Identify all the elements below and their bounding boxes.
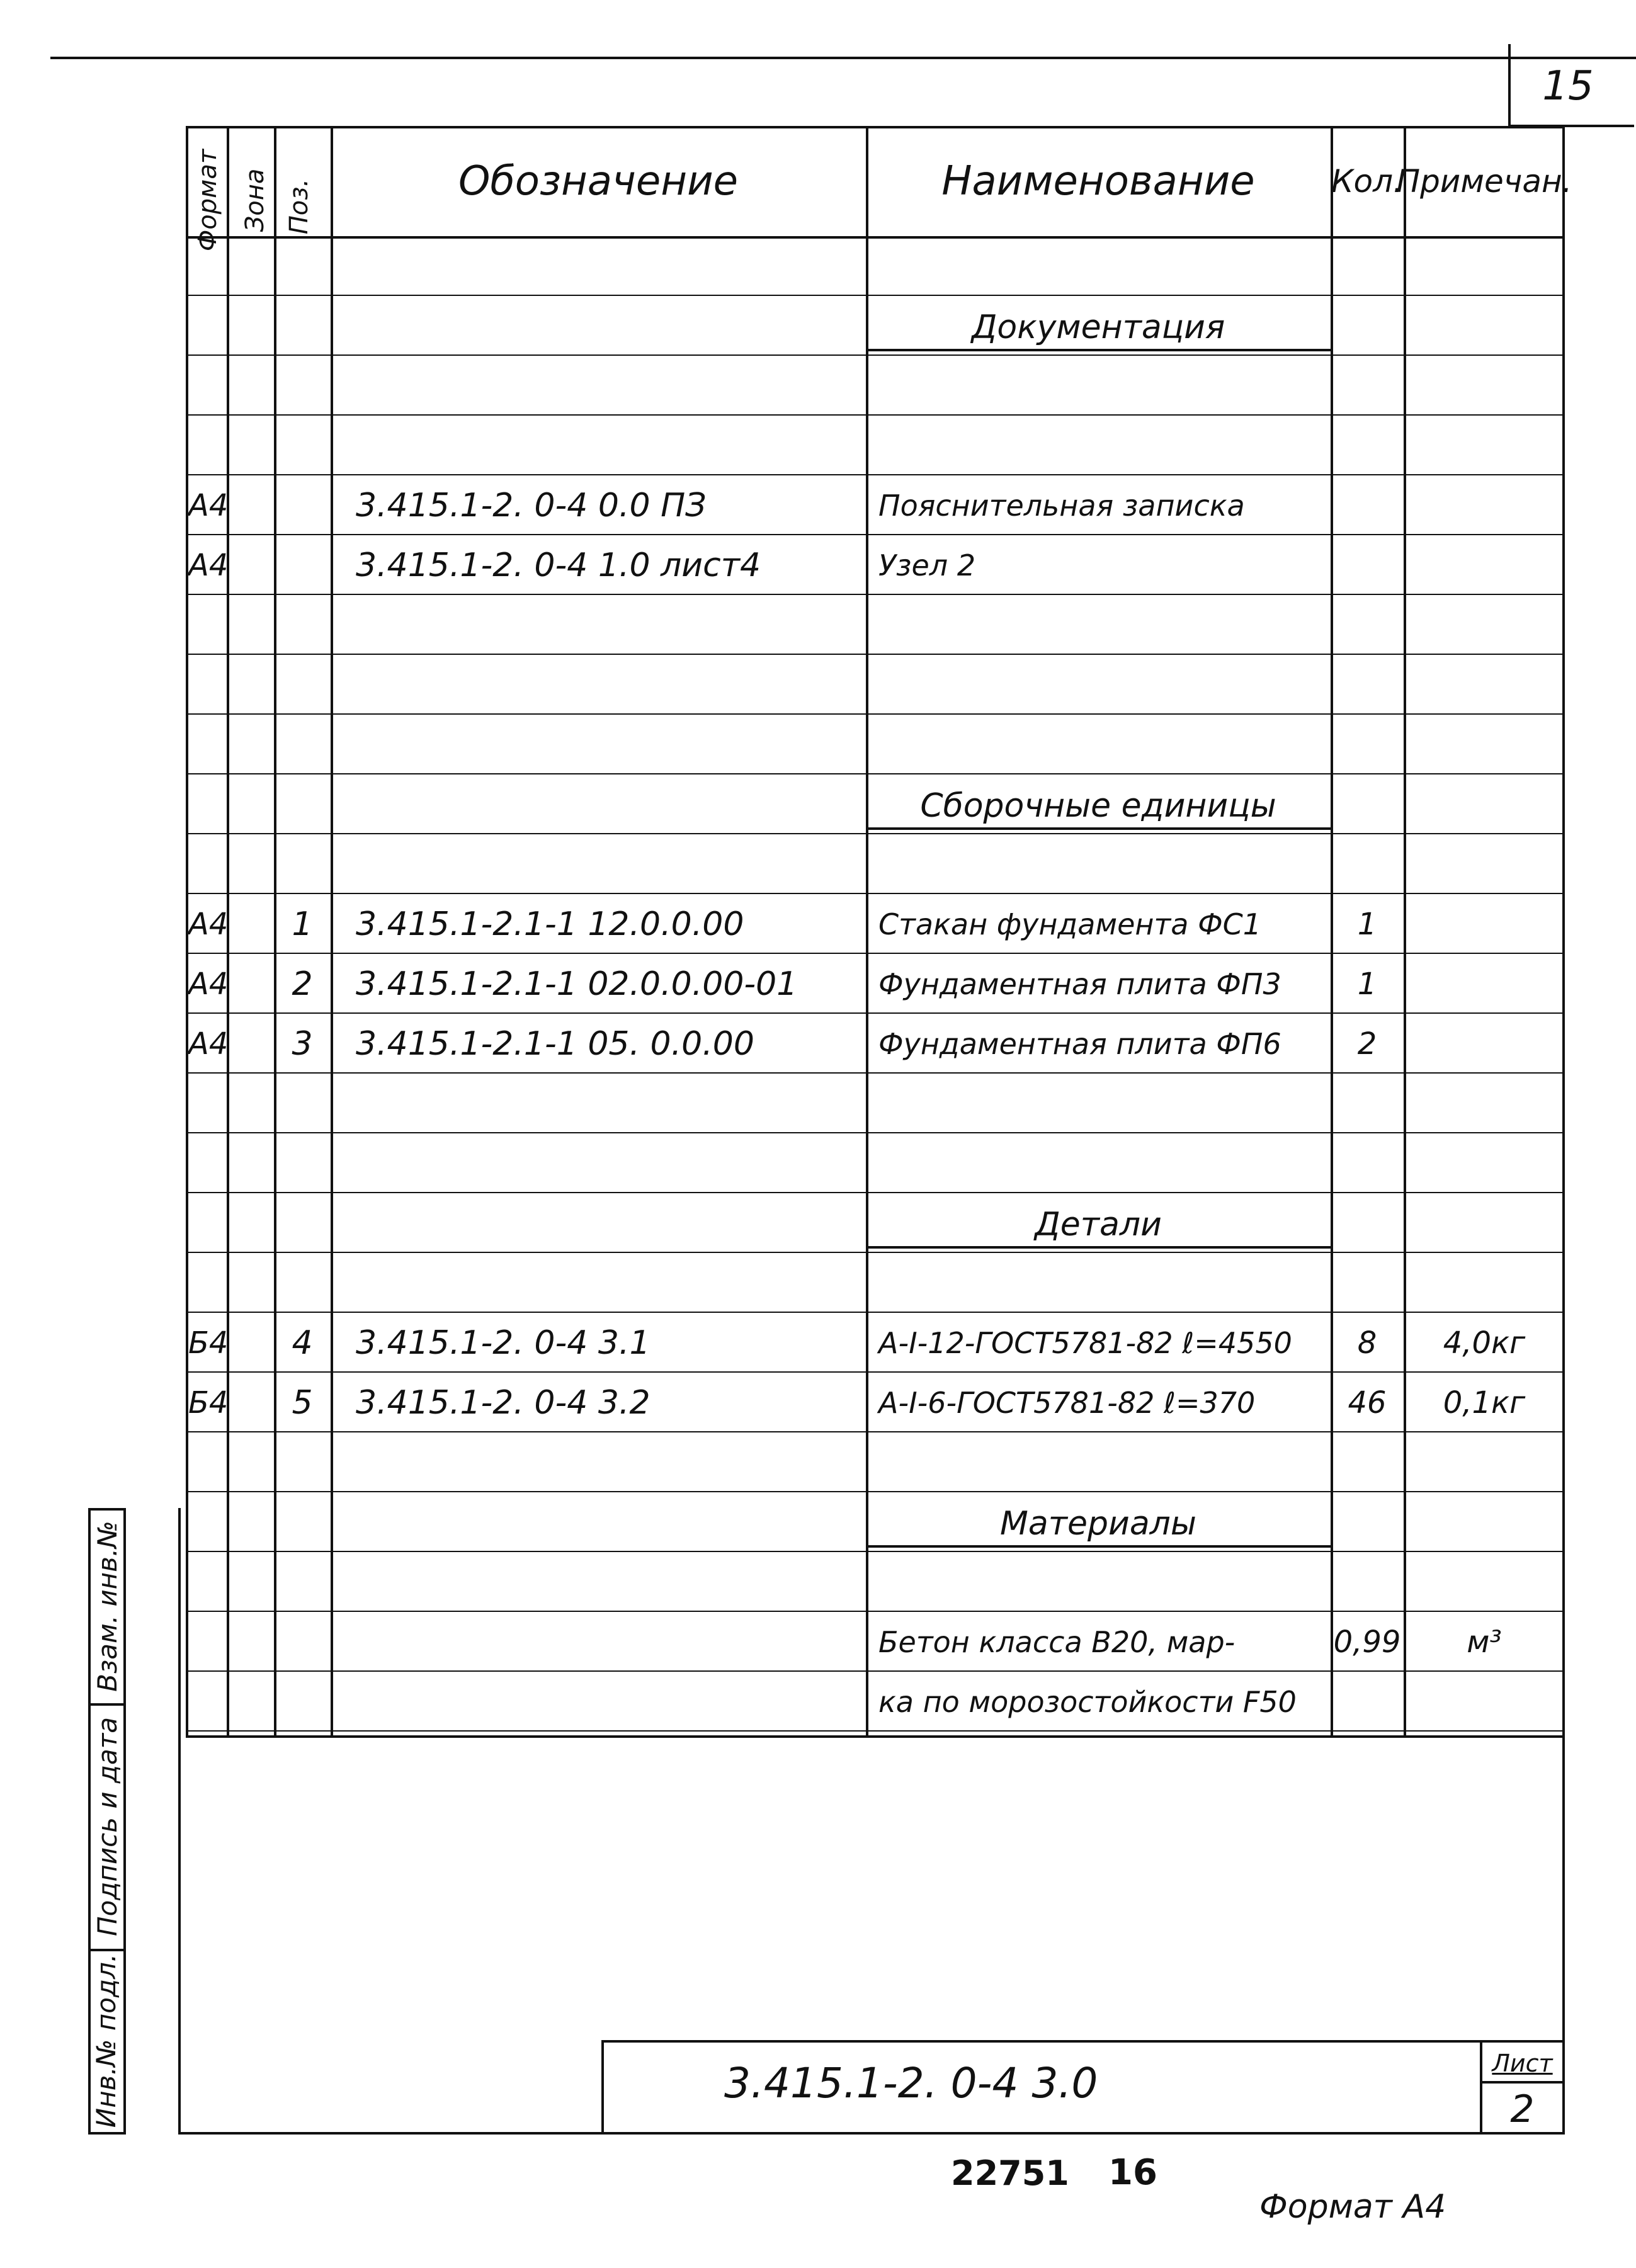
frame-bottom: [178, 2132, 1565, 2135]
cell-qty: [1331, 1253, 1404, 1313]
cell-qty: [1331, 535, 1404, 595]
cell-pos: [274, 416, 331, 475]
cell-note: [1404, 595, 1565, 655]
cell-format: [187, 1612, 227, 1672]
cell-pos: [274, 1612, 331, 1672]
cell-qty: [1331, 1193, 1404, 1253]
cell-designation: [331, 1432, 866, 1492]
cell-designation: 3.415.1-2. 0-4 1.0 лист4: [356, 546, 761, 584]
cell-qty: [1331, 1432, 1404, 1492]
cell-qty: [1331, 1672, 1404, 1732]
cell-format: А4: [188, 547, 229, 583]
cell-format: [187, 715, 227, 774]
cell-pos: [274, 1193, 331, 1253]
archive-mark: 16: [1108, 2152, 1157, 2193]
cell-format: [187, 356, 227, 416]
sheet-label: Лист: [1492, 2050, 1553, 2077]
cell-format: [187, 834, 227, 894]
section-heading: Документация: [866, 309, 1331, 351]
cell-pos: [274, 356, 331, 416]
cell-qty: [1331, 655, 1404, 715]
cell-designation: 3.415.1-2.1-1 05. 0.0.00: [356, 1024, 754, 1063]
cell-qty: 8: [1357, 1325, 1377, 1361]
table-row: [186, 834, 1565, 894]
cell-name: Стакан фундамента ФС1: [878, 907, 1262, 941]
cell-name: А-I-12-ГОСТ5781-82 ℓ=4550: [878, 1325, 1292, 1360]
table-row: [186, 1373, 1565, 1432]
cell-format: [187, 1492, 227, 1552]
cell-name: [866, 1133, 1331, 1193]
cell-designation: 3.415.1-2. 0-4 3.1: [356, 1324, 650, 1362]
cell-note: 4,0кг: [1443, 1325, 1526, 1361]
header-designation: Обозначение: [458, 157, 739, 205]
cell-name: [866, 1253, 1331, 1313]
cell-format: А4: [188, 487, 229, 523]
title-designation: 3.415.1-2. 0-4 3.0: [724, 2059, 1098, 2107]
header-zone: Зона: [241, 168, 270, 232]
cell-note: [1404, 894, 1565, 954]
cell-qty: [1331, 416, 1404, 475]
cell-format: [187, 1133, 227, 1193]
table-row: [186, 954, 1565, 1014]
sheet-number: 2: [1510, 2087, 1535, 2131]
cell-designation: [331, 1193, 866, 1253]
cell-designation: [331, 356, 866, 416]
cell-format: [187, 416, 227, 475]
table-row: [186, 475, 1565, 535]
header-qty: Кол.: [1331, 162, 1403, 200]
cell-pos: 1: [292, 905, 313, 943]
cell-format: [187, 1432, 227, 1492]
cell-designation: [331, 1253, 866, 1313]
cell-format: Б4: [188, 1325, 229, 1361]
cell-name: [866, 1432, 1331, 1492]
cell-note: [1404, 356, 1565, 416]
cell-format: [187, 774, 227, 834]
table-row: [186, 1552, 1565, 1612]
table-row: [186, 1313, 1565, 1373]
cell-pos: [274, 595, 331, 655]
frame-left: [178, 1508, 181, 2135]
cell-note: 0,1кг: [1443, 1385, 1526, 1420]
cell-note: [1404, 1074, 1565, 1133]
section-heading: Детали: [866, 1206, 1331, 1249]
cell-name: [866, 236, 1331, 296]
table-row: [186, 1074, 1565, 1133]
section-heading: Сборочные единицы: [866, 787, 1331, 830]
cell-qty: 0,99: [1333, 1624, 1401, 1660]
cell-note: [1404, 1492, 1565, 1552]
cell-designation: [331, 715, 866, 774]
cell-designation: [331, 1672, 866, 1732]
cell-designation: 3.415.1-2. 0-4 3.2: [356, 1383, 650, 1422]
cell-name: [866, 715, 1331, 774]
cell-name: [866, 416, 1331, 475]
cell-format: А4: [188, 906, 229, 942]
cell-designation: [331, 1074, 866, 1133]
cell-pos: [274, 535, 331, 595]
cell-pos: 3: [292, 1024, 313, 1063]
cell-designation: [331, 774, 866, 834]
cell-format: [187, 1193, 227, 1253]
specification-table: [186, 126, 1572, 1738]
cell-note: [1404, 475, 1565, 535]
side-stamp: [88, 1508, 183, 2135]
header-pos: Поз.: [285, 178, 314, 235]
cell-qty: 1: [1357, 966, 1377, 1002]
table-row: [186, 236, 1565, 296]
cell-qty: [1331, 356, 1404, 416]
cell-designation: [331, 1612, 866, 1672]
table-row: [186, 1672, 1565, 1732]
table-row: [186, 356, 1565, 416]
cell-name: Узел 2: [878, 548, 976, 582]
cell-pos: [274, 1672, 331, 1732]
table-row: [186, 1253, 1565, 1313]
page-number: 15: [1542, 63, 1594, 110]
cell-name: [866, 834, 1331, 894]
table-row: [186, 774, 1565, 834]
header-name: Наименование: [941, 157, 1255, 205]
table-row: [186, 894, 1565, 954]
cell-qty: [1331, 296, 1404, 356]
cell-designation: [331, 1492, 866, 1552]
top-rule: [50, 57, 1636, 59]
table-row: [186, 1014, 1565, 1074]
cell-designation: 3.415.1-2.1-1 02.0.0.00-01: [356, 965, 798, 1003]
cell-format: [187, 296, 227, 356]
cell-pos: [274, 1133, 331, 1193]
table-row: [186, 416, 1565, 475]
cell-pos: 2: [292, 965, 313, 1003]
title-block-top: [601, 2040, 1565, 2043]
cell-format: Б4: [188, 1385, 229, 1420]
cell-qty: 46: [1348, 1385, 1387, 1420]
header-note: Примечан.: [1396, 162, 1572, 200]
table-row: [186, 1492, 1565, 1552]
stamp-inv-replace: Взам. инв.№: [91, 1521, 123, 1692]
cell-format: [187, 1074, 227, 1133]
cell-designation: [331, 834, 866, 894]
cell-pos: [274, 1432, 331, 1492]
cell-qty: [1331, 834, 1404, 894]
cell-format: А4: [188, 1026, 229, 1062]
cell-note: [1404, 954, 1565, 1014]
cell-designation: [331, 236, 866, 296]
table-row: [186, 296, 1565, 356]
cell-name: А-I-6-ГОСТ5781-82 ℓ=370: [878, 1385, 1256, 1420]
cell-name: ка по морозостойкости F50: [878, 1684, 1297, 1719]
cell-qty: [1331, 774, 1404, 834]
cell-note: [1404, 834, 1565, 894]
cell-pos: 4: [292, 1324, 313, 1362]
cell-qty: 2: [1357, 1026, 1377, 1062]
cell-designation: 3.415.1-2. 0-4 0.0 ПЗ: [356, 486, 707, 524]
cell-format: [187, 595, 227, 655]
cell-note: [1404, 1133, 1565, 1193]
cell-name: [866, 655, 1331, 715]
cell-qty: [1331, 1552, 1404, 1612]
format-label: Формат А4: [1259, 2188, 1446, 2226]
cell-name: [866, 1074, 1331, 1133]
cell-name: Фундаментная плита ФП3: [878, 967, 1281, 1001]
section-heading: Материалы: [866, 1505, 1331, 1548]
cell-pos: [274, 715, 331, 774]
cell-pos: [274, 774, 331, 834]
table-bottom-line: [186, 1735, 1565, 1738]
cell-name: Бетон класса В20, мар-: [878, 1624, 1236, 1659]
title-block-left: [601, 2040, 604, 2135]
cell-qty: [1331, 1492, 1404, 1552]
cell-name: Пояснительная записка: [878, 488, 1245, 523]
cell-qty: [1331, 236, 1404, 296]
cell-note: [1404, 1014, 1565, 1074]
table-row: [186, 1612, 1565, 1672]
cell-format: [187, 655, 227, 715]
cell-designation: [331, 655, 866, 715]
cell-note: [1404, 1193, 1565, 1253]
cell-format: А4: [188, 966, 229, 1002]
cell-pos: [274, 236, 331, 296]
cell-designation: [331, 1133, 866, 1193]
cell-note: [1404, 1432, 1565, 1492]
cell-pos: [274, 1492, 331, 1552]
table-row: [186, 1133, 1565, 1193]
cell-format: [187, 236, 227, 296]
sheet-box-mid: [1480, 2081, 1565, 2084]
cell-note: [1404, 236, 1565, 296]
cell-format: [187, 1672, 227, 1732]
cell-note: [1404, 1253, 1565, 1313]
stamp-inv-original: Инв.№ подл.: [90, 1953, 122, 2128]
table-row: [186, 1432, 1565, 1492]
cell-name: [866, 595, 1331, 655]
cell-note: [1404, 535, 1565, 595]
cell-qty: [1331, 715, 1404, 774]
cell-note: [1404, 655, 1565, 715]
cell-pos: [274, 1552, 331, 1612]
cell-format: [187, 1253, 227, 1313]
cell-designation: [331, 1552, 866, 1612]
cell-note: [1404, 715, 1565, 774]
cell-qty: [1331, 595, 1404, 655]
stamp-sign-date: Подпись и дата: [91, 1717, 123, 1936]
page-box-left: [1508, 44, 1511, 126]
frame-right: [1562, 1738, 1565, 2135]
cell-pos: [274, 1253, 331, 1313]
table-row: [186, 715, 1565, 774]
cell-qty: 1: [1357, 906, 1377, 942]
sheet-box-left: [1480, 2040, 1482, 2135]
cell-note: [1404, 1552, 1565, 1612]
table-row: [186, 595, 1565, 655]
cell-note: [1404, 774, 1565, 834]
cell-pos: [274, 834, 331, 894]
cell-format: [187, 1552, 227, 1612]
cell-note: м³: [1467, 1624, 1502, 1660]
table-row: [186, 1193, 1565, 1253]
archive-number: 22751: [951, 2153, 1069, 2193]
cell-pos: [274, 655, 331, 715]
cell-note: [1404, 416, 1565, 475]
cell-note: [1404, 296, 1565, 356]
cell-pos: [274, 1074, 331, 1133]
cell-pos: [274, 296, 331, 356]
cell-pos: 5: [292, 1383, 313, 1422]
cell-designation: [331, 296, 866, 356]
cell-name: [866, 356, 1331, 416]
cell-qty: [1331, 1074, 1404, 1133]
table-row: [186, 655, 1565, 715]
cell-qty: [1331, 475, 1404, 535]
cell-qty: [1331, 1133, 1404, 1193]
cell-name: [866, 1552, 1331, 1612]
cell-note: [1404, 1672, 1565, 1732]
cell-pos: [274, 475, 331, 535]
cell-designation: [331, 416, 866, 475]
cell-designation: [331, 595, 866, 655]
header-format: Формат: [193, 149, 222, 252]
cell-designation: 3.415.1-2.1-1 12.0.0.00: [356, 905, 744, 943]
table-row: [186, 535, 1565, 595]
cell-name: Фундаментная плита ФП6: [878, 1026, 1281, 1061]
